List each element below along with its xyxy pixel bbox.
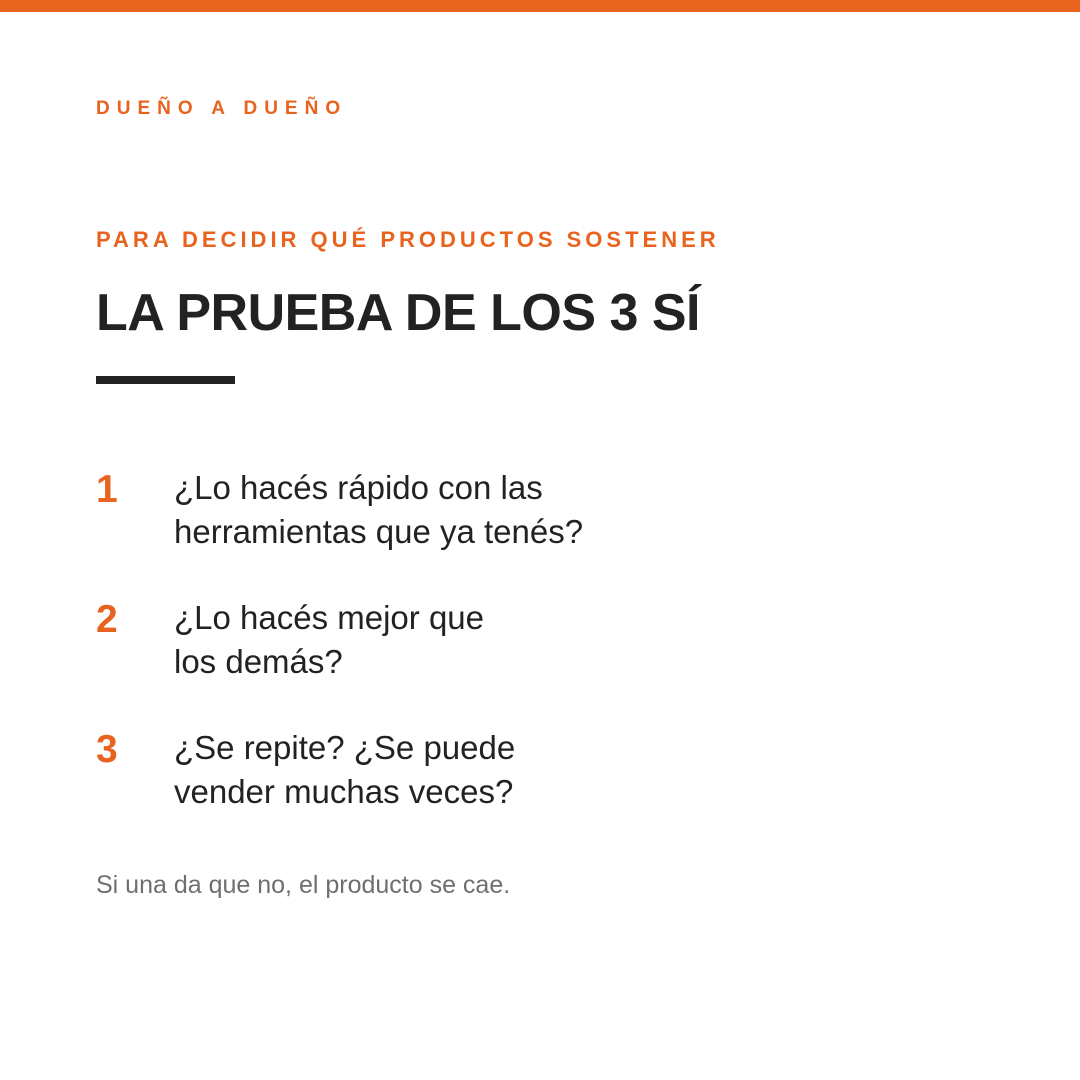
item-text: ¿Se repite? ¿Se puede vender muchas veces?	[174, 729, 516, 810]
title-divider	[96, 376, 235, 384]
item-number: 3	[96, 728, 118, 771]
list-item	[96, 726, 996, 814]
item-number: 1	[96, 468, 118, 511]
item-text: ¿Lo hacés rápido con las herramientas que ya tenés?	[174, 469, 584, 550]
checklist	[96, 466, 996, 856]
kicker-label: PARA DECIDIR QUÉ PRODUCTOS SOSTENER	[96, 227, 720, 252]
brand-label: DUEÑO A DUEÑO	[96, 98, 348, 119]
page-title: LA PRUEBA DE LOS 3 SÍ	[96, 284, 700, 342]
item-number: 2	[96, 598, 118, 641]
list-item	[96, 466, 996, 554]
top-accent-bar	[0, 0, 1080, 12]
footnote: Si una da que no, el producto se cae.	[96, 871, 511, 899]
list-item	[96, 596, 996, 684]
item-text: ¿Lo hacés mejor que los demás?	[174, 599, 485, 680]
